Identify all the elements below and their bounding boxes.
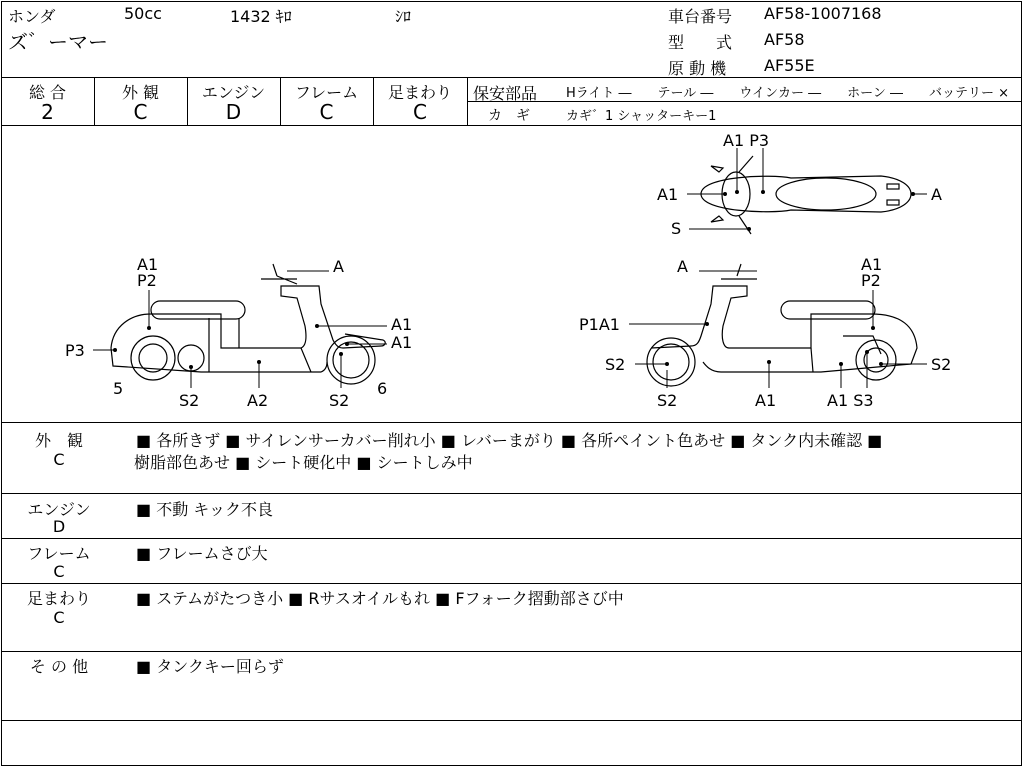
divider <box>1 720 1022 721</box>
model-name: ズ゛ーマー <box>8 30 108 54</box>
label-left-a2: A2 <box>247 391 269 410</box>
label-right-s2-b: S2 <box>657 391 678 410</box>
label-left-a1-b: A1 <box>391 315 413 334</box>
divider <box>1 583 1022 584</box>
label-left-6: 6 <box>377 379 388 398</box>
frame-no: AF58-1007168 <box>764 4 882 23</box>
label-right-p2: P2 <box>861 271 881 290</box>
section-suspension-name: 足まわり <box>26 589 91 608</box>
section-engine-name: エンジン <box>27 500 91 519</box>
section-suspension-text: ■ ステムがたつき小 ■ Rサスオイルもれ ■ Fフォーク摺動部さび中 <box>136 589 624 608</box>
label-left-a: A <box>333 257 344 276</box>
divider <box>467 77 468 125</box>
divider <box>1 422 1022 423</box>
section-exterior-name: 外 観 <box>34 431 83 450</box>
section-engine-text: ■ 不動 キック不良 <box>136 500 273 519</box>
divider <box>1 77 1022 78</box>
divider <box>1 493 1022 494</box>
divider <box>1 538 1022 539</box>
safety-items: Hライト ― テール ― ウインカー ― ホーン ― バッテリー × <box>566 86 1010 101</box>
section-frame-text: ■ フレームさび大 <box>136 544 268 563</box>
label-right-a1-b: A1 <box>755 391 777 410</box>
label-top-a1: A1 <box>657 185 679 204</box>
grade-frame-label: フレーム <box>294 83 359 102</box>
grade-overall-value: 2 <box>41 100 54 124</box>
engine-label: 原 動 機 <box>668 59 727 78</box>
grade-exterior-value: C <box>133 100 148 124</box>
label-right-s2-c: S2 <box>931 355 952 374</box>
grade-exterior-label: 外 観 <box>121 83 160 102</box>
label-right-a1s3: A1 S3 <box>827 391 874 410</box>
label-right-p1a1: P1A1 <box>579 315 620 334</box>
label-left-a1: A1 <box>137 255 159 274</box>
grade-suspension-value: C <box>413 100 427 124</box>
color: ｼﾛ <box>395 7 412 26</box>
label-top-a1p3: A1 P3 <box>723 131 770 150</box>
damage-diagram <box>1 126 1021 422</box>
section-exterior-text: ■ 各所きず ■ サイレンサーカバー削れ小 ■ レバーまがり ■ 各所ペイント色あせ ■ タンク内未確認 ■ <box>136 431 883 450</box>
key-label: カ ギ <box>488 108 530 124</box>
divider <box>467 101 1022 102</box>
mileage: 1432 ｷﾛ <box>230 7 292 26</box>
maker: ホンダ <box>8 7 56 26</box>
type-value: AF58 <box>764 30 805 49</box>
section-other-text: ■ タンクキー回らず <box>136 657 284 676</box>
grade-overall-label: 総 合 <box>28 83 67 102</box>
section-other-name: そ の 他 <box>29 657 89 676</box>
label-top-s: S <box>671 219 682 238</box>
label-left-p2: P2 <box>137 271 157 290</box>
divider <box>1 651 1022 652</box>
frame-no-label: 車台番号 <box>668 7 733 26</box>
engine-value: AF55E <box>764 56 815 75</box>
label-right-a1: A1 <box>861 255 883 274</box>
displacement: 50cc <box>124 4 162 23</box>
section-frame-grade: C <box>53 562 65 581</box>
label-right-a: A <box>677 257 688 276</box>
section-frame-name: フレーム <box>27 544 91 563</box>
key-value: カギ゛1 シャッターキー1 <box>566 109 717 124</box>
label-left-s2: S2 <box>179 391 200 410</box>
label-left-p3: P3 <box>65 341 85 360</box>
grade-engine-value: D <box>225 100 242 124</box>
section-exterior-grade: C <box>53 450 65 469</box>
type-label: 型 式 <box>668 33 733 52</box>
safety-label: 保安部品 <box>473 84 538 103</box>
section-suspension-grade: C <box>53 608 65 627</box>
section-exterior-text-2: 樹脂部色あせ ■ シート硬化中 ■ シートしみ中 <box>134 453 473 472</box>
grade-engine-label: エンジン <box>201 83 266 102</box>
section-engine-grade: D <box>52 517 66 536</box>
label-left-a1-c: A1 <box>391 333 413 352</box>
label-left-5: 5 <box>113 379 124 398</box>
label-left-s2-b: S2 <box>329 391 350 410</box>
grade-frame-value: C <box>319 100 334 124</box>
label-top-a: A <box>931 185 942 204</box>
grade-suspension-label: 足まわり <box>387 83 452 102</box>
top-view-scooter <box>701 156 911 234</box>
label-right-s2: S2 <box>605 355 626 374</box>
